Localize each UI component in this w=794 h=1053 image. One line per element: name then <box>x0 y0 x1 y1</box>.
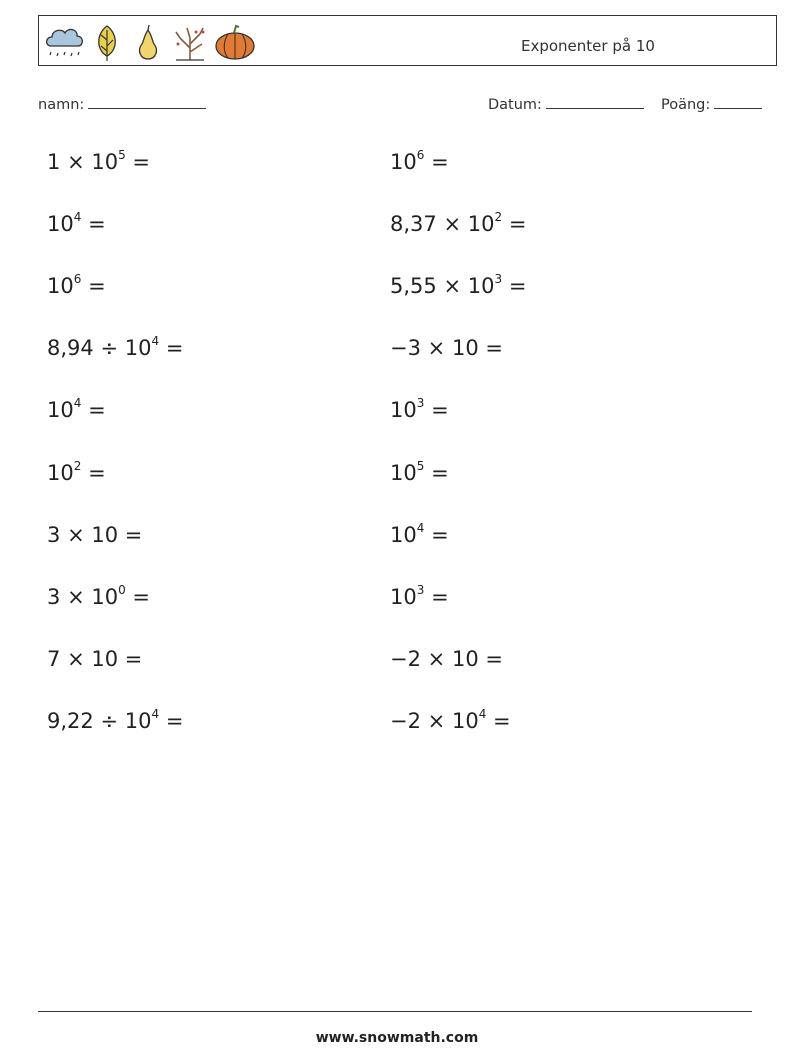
problem-left-9 <box>47 649 142 670</box>
exponent: 3 <box>416 396 425 410</box>
problem-right-10 <box>390 707 511 733</box>
exponent: 5 <box>416 459 425 473</box>
header-icons <box>43 20 257 64</box>
equals-sign: = <box>88 398 106 422</box>
problem-left-2 <box>47 210 106 236</box>
equals-sign: = <box>431 523 449 547</box>
base: 10 <box>91 150 119 174</box>
equals-sign: = <box>124 523 143 547</box>
equals-sign: = <box>124 647 143 671</box>
name-label: namn: <box>38 97 85 113</box>
worksheet-title: Exponenter på 10 <box>521 37 655 55</box>
operator: × <box>443 274 462 298</box>
base: 10 <box>390 523 417 547</box>
exponent: 2 <box>494 210 503 224</box>
exponent: 6 <box>416 148 425 162</box>
coefficient: −3 <box>390 336 421 360</box>
problem-right-6 <box>390 459 449 485</box>
equals-sign: = <box>165 709 184 733</box>
problem-left-3 <box>47 272 106 298</box>
coefficient: 8,94 <box>47 336 94 360</box>
problem-right-3 <box>390 272 527 298</box>
problem-left-10 <box>47 707 184 733</box>
pear-icon <box>129 22 167 62</box>
coefficient: 8,37 <box>390 212 437 236</box>
footer-url: www.snowmath.com <box>315 1030 479 1046</box>
problem-left-4 <box>47 334 184 360</box>
exponent: 0 <box>118 583 126 597</box>
date-field[interactable] <box>488 94 644 113</box>
exponent: 4 <box>151 334 160 348</box>
name-line[interactable] <box>88 94 206 109</box>
name-field[interactable] <box>38 94 206 113</box>
coefficient: 3 <box>47 585 61 609</box>
base: 10 <box>124 709 152 733</box>
exponent: 4 <box>73 396 82 410</box>
exponent: 3 <box>494 272 503 286</box>
problem-right-7 <box>390 521 449 547</box>
exponent: 4 <box>478 707 487 721</box>
operator: × <box>427 709 446 733</box>
base: 10 <box>467 274 495 298</box>
exponent: 3 <box>416 583 425 597</box>
problem-left-8 <box>47 583 151 609</box>
operator: × <box>67 647 85 671</box>
pumpkin-icon <box>213 22 257 62</box>
base: 10 <box>91 647 119 671</box>
equals-sign: = <box>431 585 449 609</box>
problem-right-1 <box>390 148 449 174</box>
coefficient: 9,22 <box>47 709 94 733</box>
base: 10 <box>91 523 119 547</box>
problem-left-5 <box>47 396 106 422</box>
operator: × <box>67 585 85 609</box>
equals-sign: = <box>431 398 449 422</box>
coefficient: 1 <box>47 150 61 174</box>
problem-right-9 <box>390 649 503 670</box>
problem-right-8 <box>390 583 449 609</box>
operator: × <box>67 150 85 174</box>
equals-sign: = <box>508 212 527 236</box>
equals-sign: = <box>88 274 106 298</box>
score-label: Poäng: <box>661 97 711 113</box>
problem-left-1 <box>47 148 151 174</box>
equals-sign: = <box>431 461 449 485</box>
operator: × <box>427 336 446 360</box>
base: 10 <box>451 336 479 360</box>
equals-sign: = <box>508 274 527 298</box>
coefficient: −2 <box>390 709 421 733</box>
coefficient: 7 <box>47 647 61 671</box>
base: 10 <box>451 647 479 671</box>
equals-sign: = <box>493 709 511 733</box>
problem-right-4 <box>390 338 503 359</box>
equals-sign: = <box>165 336 184 360</box>
base: 10 <box>47 461 74 485</box>
equals-sign: = <box>431 150 449 174</box>
base: 10 <box>467 212 495 236</box>
exponent: 6 <box>73 272 82 286</box>
date-label: Datum: <box>488 97 542 113</box>
coefficient: 3 <box>47 523 61 547</box>
base: 10 <box>47 274 74 298</box>
worksheet-header <box>38 15 777 66</box>
equals-sign: = <box>132 585 151 609</box>
exponent: 4 <box>151 707 160 721</box>
base: 10 <box>47 212 74 236</box>
base: 10 <box>124 336 152 360</box>
score-field[interactable] <box>661 94 762 113</box>
problem-right-5 <box>390 396 449 422</box>
exponent: 4 <box>416 521 425 535</box>
base: 10 <box>390 585 417 609</box>
operator: ÷ <box>100 709 119 733</box>
operator: × <box>427 647 446 671</box>
exponent: 2 <box>73 459 82 473</box>
base: 10 <box>390 398 417 422</box>
rain-cloud-icon <box>43 22 85 62</box>
problem-left-6 <box>47 459 106 485</box>
equals-sign: = <box>88 461 106 485</box>
base: 10 <box>390 150 417 174</box>
base: 10 <box>451 709 479 733</box>
equals-sign: = <box>485 647 503 671</box>
base: 10 <box>91 585 119 609</box>
operator: × <box>443 212 462 236</box>
equals-sign: = <box>88 212 106 236</box>
equals-sign: = <box>485 336 503 360</box>
bare-tree-icon <box>170 22 210 62</box>
coefficient: −2 <box>390 647 421 671</box>
problem-right-2 <box>390 210 527 236</box>
problem-left-7 <box>47 525 142 546</box>
coefficient: 5,55 <box>390 274 437 298</box>
date-line[interactable] <box>546 94 644 109</box>
exponent: 4 <box>73 210 82 224</box>
operator: ÷ <box>100 336 119 360</box>
equals-sign: = <box>132 150 151 174</box>
score-line[interactable] <box>714 94 762 109</box>
base: 10 <box>47 398 74 422</box>
base: 10 <box>390 461 417 485</box>
operator: × <box>67 523 85 547</box>
footer-divider <box>38 1011 752 1012</box>
leaf-icon <box>88 22 126 62</box>
exponent: 5 <box>118 148 126 162</box>
